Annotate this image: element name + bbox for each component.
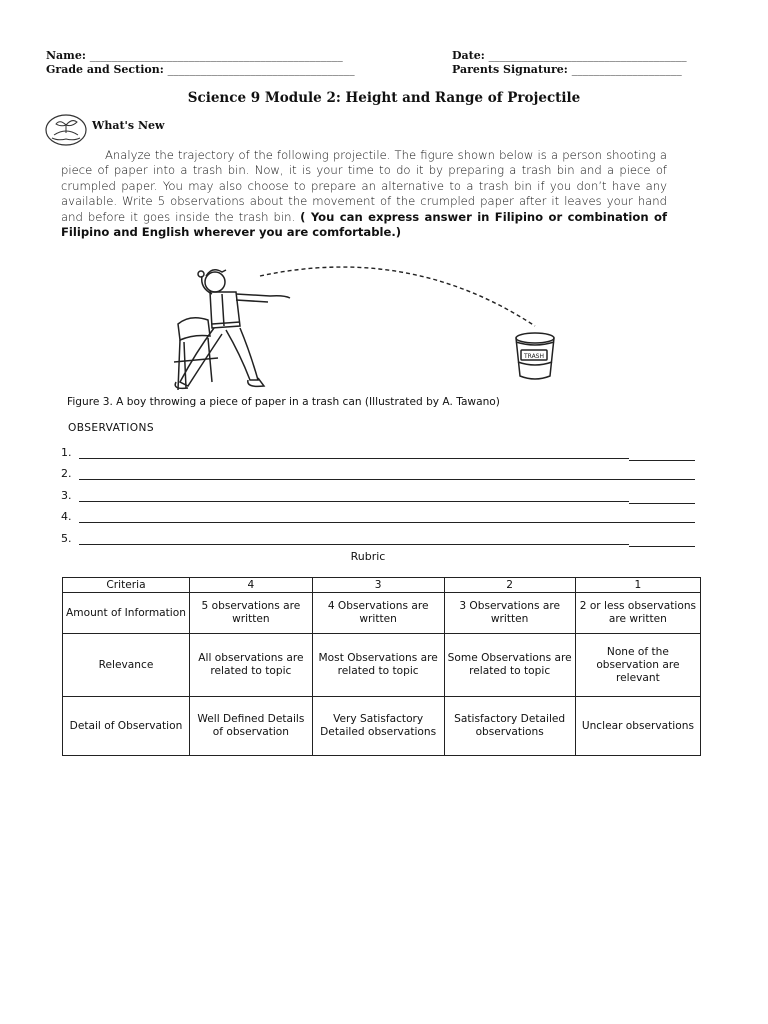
page-title: Science 9 Module 2: Height and Range of Projectile <box>187 90 581 106</box>
observation-line-3[interactable] <box>61 489 701 503</box>
table-row <box>63 697 701 756</box>
observations-heading: OBSERVATIONS <box>68 422 154 434</box>
criteria-cell: Detail of Observation <box>63 697 190 756</box>
observation-number: 3. <box>61 489 72 502</box>
header-score-3: 3 <box>312 578 444 593</box>
instructions-text: Analyze the trajectory of the following projectile. The figure shown below is a person shooting a piece of paper into a trash bin. Now, it is your time to do it by preparing a trash bin and a piece of crumpled paper. You may also choose to prepare an alternative to a trash bin if you don’t have any available. Write 5 observations about the movement of the crumpled paper after it leaves your hand and before it goes inside the trash bin. <box>61 148 667 224</box>
name-blank[interactable]: ______________________________________________ <box>89 49 343 62</box>
parents-signature-field[interactable] <box>452 63 682 76</box>
parents-signature-blank[interactable]: ____________________ <box>571 63 682 76</box>
grade-section-field[interactable] <box>46 63 355 76</box>
observation-number: 5. <box>61 532 72 545</box>
observation-line-5[interactable] <box>61 532 701 546</box>
header-score-2: 2 <box>444 578 575 593</box>
criteria-cell: Amount of Information <box>63 593 190 634</box>
rubric-table <box>62 577 701 756</box>
instructions-bold-note: ( You can express answer in Filipino or combination of Filipino and English wherever you are comfortable.) <box>61 209 667 240</box>
rubric-cell: Most Observations are related to topic <box>312 634 444 697</box>
observation-line-1[interactable] <box>61 446 701 460</box>
trash-label: TRASH <box>523 353 545 360</box>
rubric-heading: Rubric <box>350 550 386 563</box>
grade-section-blank[interactable]: __________________________________ <box>167 63 355 76</box>
parents-signature-label: Parents Signature: <box>452 63 568 76</box>
boy-throwing-illustration <box>160 262 580 394</box>
rubric-cell: None of the observation are relevant <box>575 634 700 697</box>
date-blank[interactable]: ____________________________________ <box>488 49 687 62</box>
observation-line-2[interactable] <box>61 467 701 481</box>
rubric-cell: Satisfactory Detailed observations <box>444 697 575 756</box>
observation-number: 4. <box>61 510 72 523</box>
observation-line-4[interactable] <box>61 510 701 524</box>
instructions-paragraph <box>61 148 667 240</box>
rubric-cell: 5 observations are written <box>190 593 313 634</box>
plant-icon <box>44 113 88 147</box>
whats-new-heading: What's New <box>92 119 165 132</box>
figure-caption: Figure 3. A boy throwing a piece of paper in a trash can (Illustrated by A. Tawano) <box>67 396 500 408</box>
date-field[interactable] <box>452 49 687 62</box>
rubric-header-row <box>63 578 701 593</box>
rubric-cell: 4 Observations are written <box>312 593 444 634</box>
date-label: Date: <box>452 49 485 62</box>
name-field[interactable] <box>46 49 343 62</box>
rubric-cell: Well Defined Details of observation <box>190 697 313 756</box>
rubric-cell: 2 or less observations are written <box>575 593 700 634</box>
observation-number: 2. <box>61 467 72 480</box>
rubric-cell: Some Observations are related to topic <box>444 634 575 697</box>
rubric-cell: Very Satisfactory Detailed observations <box>312 697 444 756</box>
rubric-cell: All observations are related to topic <box>190 634 313 697</box>
criteria-cell: Relevance <box>63 634 190 697</box>
rubric-cell: Unclear observations <box>575 697 700 756</box>
observation-number: 1. <box>61 446 72 459</box>
header-score-4: 4 <box>190 578 313 593</box>
grade-section-label: Grade and Section: <box>46 63 164 76</box>
table-row <box>63 634 701 697</box>
rubric-cell: 3 Observations are written <box>444 593 575 634</box>
header-score-1: 1 <box>575 578 700 593</box>
header-criteria: Criteria <box>63 578 190 593</box>
name-label: Name: <box>46 49 86 62</box>
table-row <box>63 593 701 634</box>
